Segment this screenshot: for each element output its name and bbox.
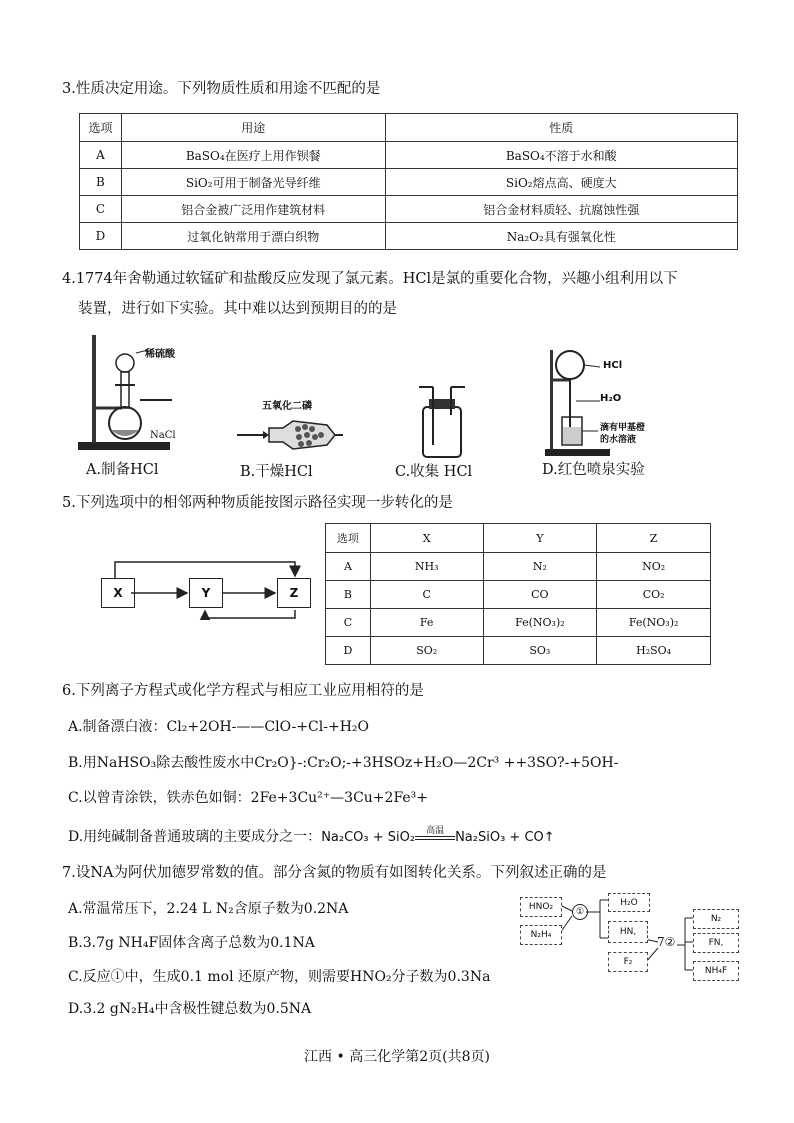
q3-header-use: 用途 bbox=[121, 114, 385, 142]
diagram-f2: F₂ bbox=[608, 952, 648, 972]
reaction-step-2: 7② bbox=[657, 935, 676, 949]
apparatus-b-label: 五氧化二磷 bbox=[262, 401, 312, 412]
table-row bbox=[80, 223, 738, 250]
diagram-node-z: Z bbox=[277, 578, 311, 608]
q6-option-c: C.以曾青涂铁，铁赤色如铜：2Fe+3Cu²⁺—3Cu+2Fe³+ bbox=[68, 790, 429, 806]
table-cell: BaSO₄不溶于水和酸 bbox=[385, 142, 737, 169]
table-row bbox=[326, 609, 711, 637]
table-cell: Fe(NO₃)₂ bbox=[483, 609, 597, 637]
table-cell: CO₂ bbox=[597, 581, 711, 609]
table-cell: 铝合金被广泛用作建筑材料 bbox=[121, 196, 385, 223]
table-row bbox=[326, 553, 711, 581]
table-cell: B bbox=[80, 169, 122, 196]
table-cell: SO₃ bbox=[483, 637, 597, 665]
table-cell: C bbox=[80, 196, 122, 223]
table-cell: SiO₂熔点高、硬度大 bbox=[385, 169, 737, 196]
apparatus-d-caption: D.红色喷泉实验 bbox=[542, 462, 645, 478]
table-cell: 过氧化钠常用于漂白织物 bbox=[121, 223, 385, 250]
apparatus-a-caption: A.制备HCl bbox=[86, 462, 159, 478]
diagram-n2: N₂ bbox=[693, 909, 739, 929]
table-cell: C bbox=[326, 609, 371, 637]
diagram-h2o: H₂O bbox=[608, 893, 650, 912]
diagram-hn3: HN, bbox=[608, 921, 648, 943]
apparatus-d-label-hcl: HCl bbox=[603, 360, 623, 371]
q6-option-a: A.制备漂白液：Cl₂+2OH-——ClO-+Cl-+H₂O bbox=[68, 719, 370, 735]
q7-option-d: D.3.2 gN₂H₄中含极性键总数为0.5NA bbox=[68, 1001, 312, 1017]
table-row bbox=[80, 142, 738, 169]
q3-table bbox=[79, 113, 738, 250]
q3-header-option: 选项 bbox=[80, 114, 122, 142]
table-cell: C bbox=[370, 581, 483, 609]
table-cell: 铝合金材料质轻、抗腐蚀性强 bbox=[385, 196, 737, 223]
q3-header-property: 性质 bbox=[385, 114, 737, 142]
q6-stem: 6.下列离子方程式或化学方程式与相应工业应用相符的是 bbox=[62, 683, 424, 699]
diagram-hno2: HNO₂ bbox=[520, 897, 562, 917]
q5-header-x: X bbox=[370, 524, 483, 553]
table-cell: NO₂ bbox=[597, 553, 711, 581]
table-cell: H₂SO₄ bbox=[597, 637, 711, 665]
table-cell: A bbox=[326, 553, 371, 581]
apparatus-d-label-indicator1: 滴有甲基橙 bbox=[600, 423, 646, 433]
q5-stem: 5.下列选项中的相邻两种物质能按图示路径实现一步转化的是 bbox=[62, 495, 453, 511]
apparatus-a-label-acid: 稀硫酸 bbox=[145, 349, 175, 360]
table-cell: D bbox=[80, 223, 122, 250]
apparatus-a-label-nacl: NaCl bbox=[150, 430, 176, 441]
reaction-condition: 高温 bbox=[426, 826, 445, 836]
q7-stem: 7.设NA为阿伏加德罗常数的值。部分含氮的物质有如图转化关系。下列叙述正确的是 bbox=[62, 865, 607, 881]
q3-stem: 3.性质决定用途。下列物质性质和用途不匹配的是 bbox=[62, 81, 381, 97]
q5-table bbox=[325, 523, 711, 665]
diagram-node-y: Y bbox=[189, 578, 223, 608]
table-cell: N₂ bbox=[483, 553, 597, 581]
table-cell: Fe(NO₃)₂ bbox=[597, 609, 711, 637]
table-row bbox=[80, 196, 738, 223]
q5-header-z: Z bbox=[597, 524, 711, 553]
table-row bbox=[326, 637, 711, 665]
equation-rhs: Na₂SiO₃ + CO↑ bbox=[455, 830, 555, 845]
table-cell: D bbox=[326, 637, 371, 665]
table-cell: B bbox=[326, 581, 371, 609]
reaction-step-1: ① bbox=[572, 904, 588, 920]
apparatus-d-label-water: H₂O bbox=[600, 393, 622, 404]
table-cell: CO bbox=[483, 581, 597, 609]
q7-option-a: A.常温常压下，2.24 L N₂含原子数为0.2NA bbox=[68, 901, 349, 917]
page-footer: 江西 • 高三化学第2页(共8页) bbox=[304, 1049, 490, 1065]
diagram-n2h4: N₂H₄ bbox=[520, 925, 562, 945]
equation-lhs: Na₂CO₃ + SiO₂ bbox=[321, 830, 416, 845]
diagram-fn3: FN, bbox=[693, 933, 739, 953]
q5-header-y: Y bbox=[483, 524, 597, 553]
apparatus-b-figure bbox=[235, 415, 345, 455]
diagram-nh4f: NH₄F bbox=[693, 961, 739, 981]
q5-header-option: 选项 bbox=[326, 524, 371, 553]
apparatus-d-label-indicator2: 的水溶液 bbox=[600, 435, 637, 445]
apparatus-c-caption: C.收集 HCl bbox=[395, 464, 473, 480]
q6-option-d bbox=[68, 826, 555, 849]
table-cell: SO₂ bbox=[370, 637, 483, 665]
diagram-node-x: X bbox=[101, 578, 135, 608]
q4-stem-line2: 装置，进行如下实验。其中难以达到预期目的的是 bbox=[78, 301, 397, 317]
q7-option-c: C.反应①中，生成0.1 mol 还原产物，则需要HNO₂分子数为0.3Na bbox=[68, 969, 491, 985]
apparatus-b-caption: B.干燥HCl bbox=[240, 464, 313, 480]
table-cell: Fe bbox=[370, 609, 483, 637]
q6-option-b: B.用NaHSO₃除去酸性废水中Cr₂O}-:Cr₂O;-+3HSOz+H₂O—2Cr³ ++3SO?-+5OH- bbox=[68, 755, 619, 771]
table-cell: NH₃ bbox=[370, 553, 483, 581]
table-row bbox=[80, 169, 738, 196]
table-cell: BaSO₄在医疗上用作钡餐 bbox=[121, 142, 385, 169]
apparatus-c-figure bbox=[405, 385, 475, 460]
table-cell: A bbox=[80, 142, 122, 169]
reaction-arrow bbox=[415, 826, 455, 840]
q6-option-d-prefix: D.用纯碱制备普通玻璃的主要成分之一： bbox=[68, 829, 322, 845]
q7-option-b: B.3.7g NH₄F固体含离子总数为0.1NA bbox=[68, 935, 315, 951]
q4-stem-line1: 4.1774年舍勒通过软锰矿和盐酸反应发现了氯元素。HCl是氯的重要化合物，兴趣小组利用以下 bbox=[62, 271, 678, 287]
table-cell: SiO₂可用于制备光导纤维 bbox=[121, 169, 385, 196]
table-cell: Na₂O₂具有强氧化性 bbox=[385, 223, 737, 250]
table-row bbox=[326, 581, 711, 609]
